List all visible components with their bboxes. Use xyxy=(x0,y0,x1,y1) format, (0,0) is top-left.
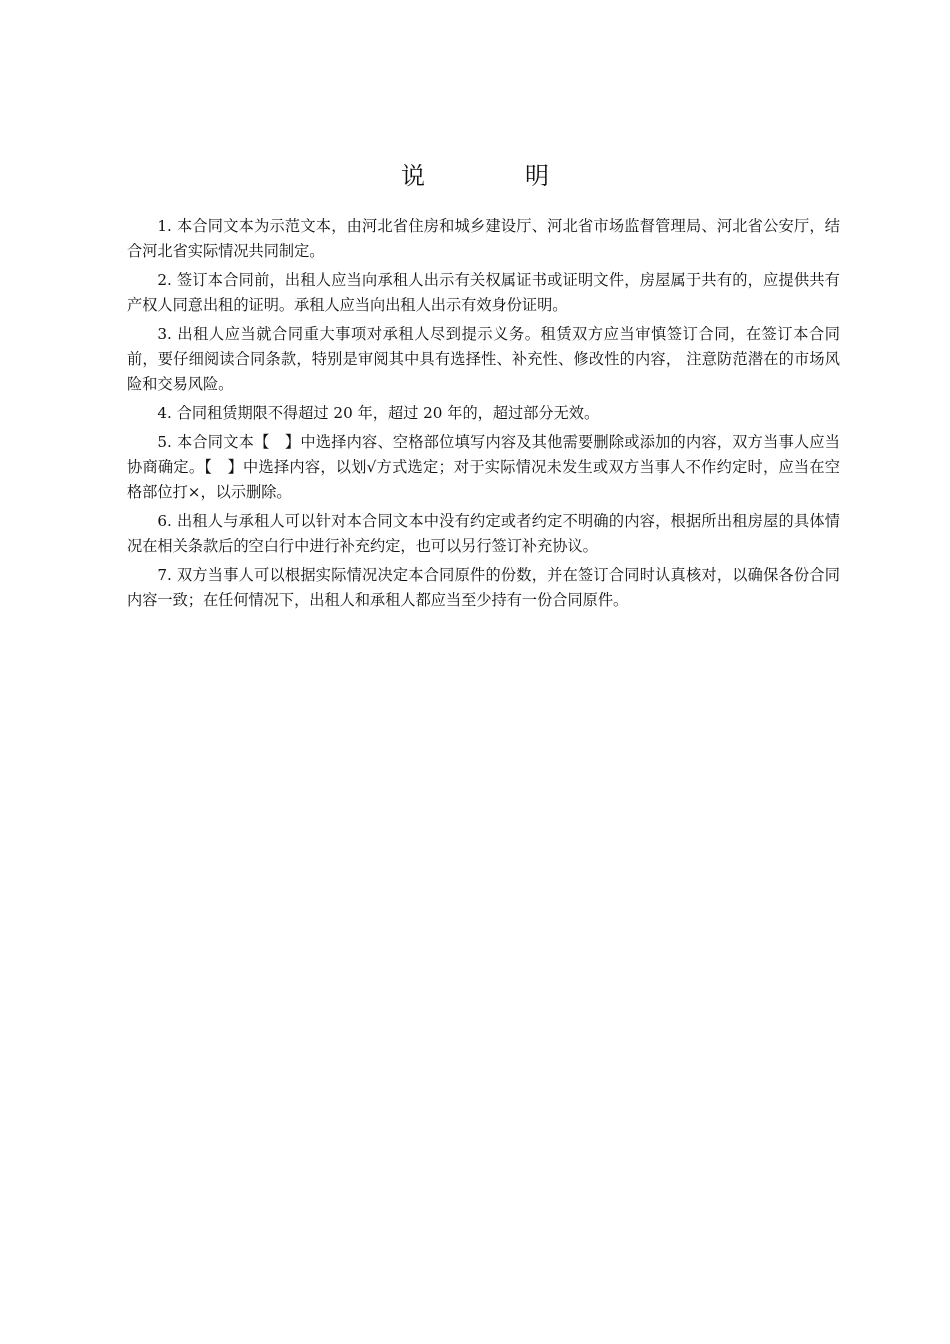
instruction-paragraph-6: 6. 出租人与承租人可以针对本合同文本中没有约定或者约定不明确的内容，根据所出租房屋的具体情况在相关条款后的空白行中进行补充约定，也可以另行签订补充协议。 xyxy=(127,512,840,555)
instruction-paragraph-1: 1. 本合同文本为示范文本，由河北省住房和城乡建设厅、河北省市场监督管理局、河北省公安厅，结合河北省实际情况共同制定。 xyxy=(127,217,840,260)
instruction-paragraph-2: 2. 签订本合同前，出租人应当向承租人出示有关权属证书或证明文件，房屋属于共有的，应提供共有产权人同意出租的证明。承租人应当向出租人出示有效身份证明。 xyxy=(127,271,840,314)
instruction-paragraph-7: 7. 双方当事人可以根据实际情况决定本合同原件的份数，并在签订合同时认真核对，以确保各份合同内容一致；在任何情况下，出租人和承租人都应当至少持有一份合同原件。 xyxy=(127,566,840,609)
instruction-paragraph-4: 4. 合同租赁期限不得超过 20 年，超过 20 年的，超过部分无效。 xyxy=(157,404,600,422)
instruction-paragraph-5: 5. 本合同文本【 】中选择内容、空格部位填写内容及其他需要删除或添加的内容，双方当事人应当协商确定。【 】中选择内容，以划√方式选定；对于实际情况未发生或双方当事人不作约定时，应当在空格部位打×，以示删除。 xyxy=(127,433,840,501)
instruction-paragraph-3: 3. 出租人应当就合同重大事项对承租人尽到提示义务。租赁双方应当审慎签订合同，在签订本合同前，要仔细阅读合同条款，特别是审阅其中具有选择性、补充性、修改性的内容， 注意防范潜在的市场风险和交易风险。 xyxy=(127,325,840,393)
page-title: 说 明 xyxy=(401,162,587,190)
instructions-body xyxy=(127,214,840,617)
